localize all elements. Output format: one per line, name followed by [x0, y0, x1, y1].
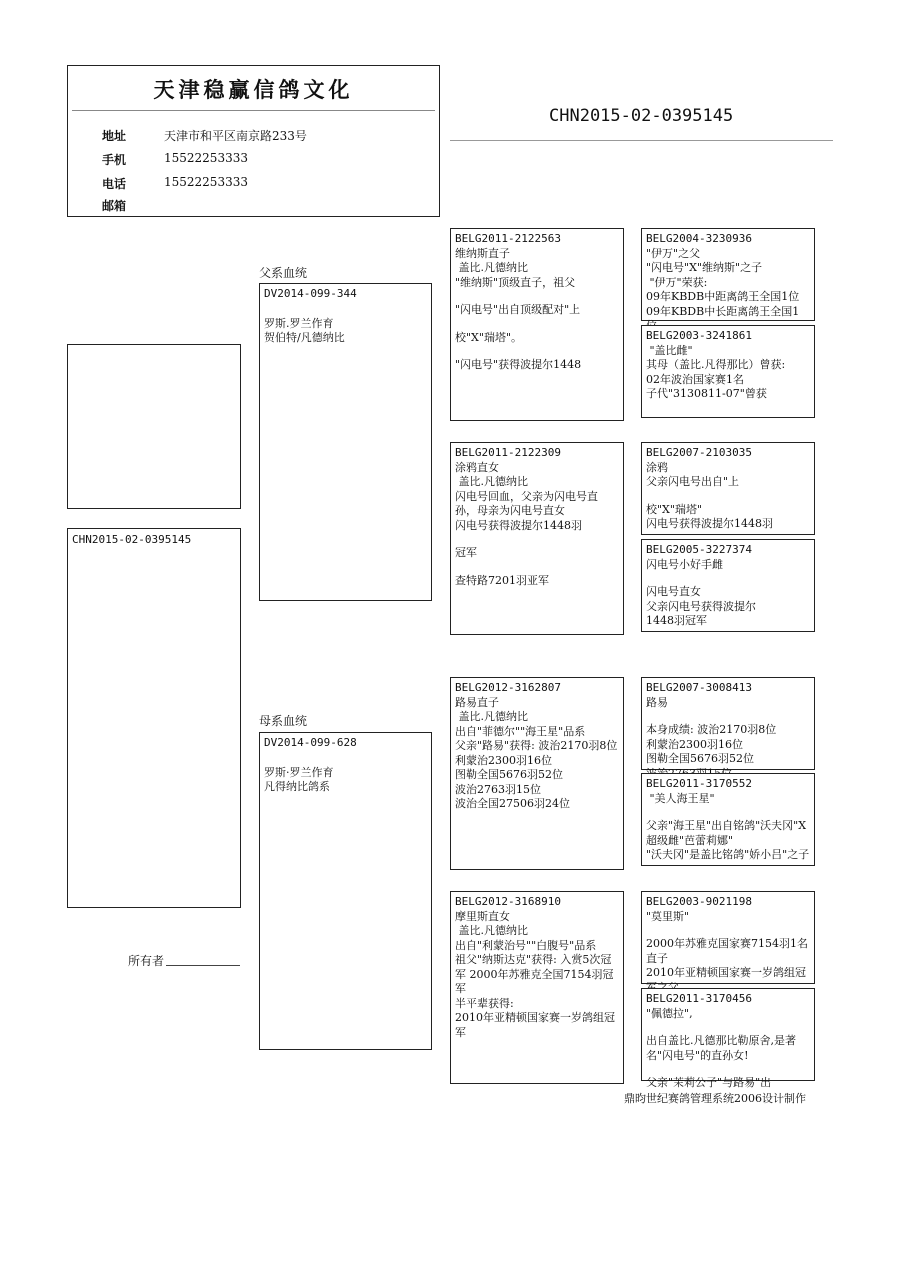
mobile-value: 15522253333	[164, 151, 248, 165]
pedigree-line: 查特路7201羽亚军	[455, 573, 549, 587]
pedigree-line: 祖父"纳斯达克"获得: 入赏5次冠军 2000年苏雅克全国7154羽冠军	[455, 953, 614, 996]
great-grandparent-box-4	[641, 539, 815, 632]
pedigree-line: "伊万"之父	[646, 246, 701, 260]
dam-label: 母系血统	[259, 714, 308, 728]
sire-line: 罗斯.罗兰作育	[264, 316, 334, 330]
pedigree-line: 冠军	[455, 546, 477, 560]
grandparent-box-4	[450, 891, 624, 1084]
pedigree-line: 出自"利蒙治号""白腹号"品系	[455, 938, 597, 952]
pedigree-line: 闪电号回血，父亲为闪电号直孙，母亲为闪电号直女	[455, 489, 598, 518]
phone-value: 15522253333	[164, 175, 248, 189]
mobile-label: 手机	[102, 153, 127, 167]
pedigree-line: "闪电号"出自顶级配对"上	[455, 303, 581, 317]
pedigree-line: 利蒙治2300羽16位	[646, 737, 743, 751]
ring-number: BELG2003-3241861	[646, 329, 752, 342]
great-grandparent-box-8	[641, 988, 815, 1090]
pedigree-line: 2000年苏雅克国家赛7154羽1名直子	[646, 937, 808, 965]
pedigree-line: 09年KBDB中距离鸽王全国1位	[646, 290, 800, 304]
pedigree-line: 闪电号小好手雌	[646, 557, 723, 571]
pedigree-line: "闪电号"X"维纳斯"之子	[646, 261, 763, 275]
pedigree-line: 盖比.凡德纳比	[455, 475, 528, 489]
pedigree-line	[455, 318, 619, 331]
pedigree-line: "沃夫冈"是盖比铭鸽"娇小吕"之子	[646, 848, 810, 862]
pedigree-line: 闪电号获得波提尔1448羽	[455, 518, 582, 532]
pedigree-line: 闪电号直女	[646, 585, 701, 599]
pedigree-line: 盖比.凡德纳比	[455, 924, 528, 938]
pedigree-line	[455, 290, 619, 303]
subject-box	[67, 528, 241, 908]
pedigree-line: "伊万"荣获:	[646, 275, 708, 289]
pedigree-line: 出自盖比.凡德那比勒原舍,是著名"闪电号"的直孙女!	[646, 1034, 796, 1062]
pedigree-line: 盖比.凡德纳比	[455, 261, 528, 275]
ring-number: BELG2011-3170552	[646, 777, 752, 790]
sire-line: 贺伯特/凡德纳比	[264, 331, 345, 345]
pedigree-line: 路易直子	[455, 695, 499, 709]
info-row-address	[102, 127, 422, 143]
ring-number: BELG2012-3168910	[455, 895, 561, 908]
subject-ring: CHN2015-02-0395145	[72, 533, 192, 546]
great-grandparent-box-5	[641, 677, 815, 770]
pedigree-line: "维纳斯"顶级直子，祖父	[455, 275, 576, 289]
info-row-email	[102, 197, 422, 213]
pedigree-line: 其母（盖比.凡得那比）曾获:	[646, 358, 786, 372]
pedigree-line	[646, 490, 810, 503]
great-grandparent-box-1	[641, 228, 815, 321]
pedigree-line: 09年KBDB中长距离鸽王全国1	[646, 304, 800, 318]
ring-number: BELG2007-2103035	[646, 446, 752, 459]
dam-line	[264, 751, 427, 766]
company-title: 天津稳赢信鸽文化	[153, 77, 354, 102]
pedigree-line: 父亲"海王星"出自铭鸽"沃夫冈"X超级雌"芭蕾莉娜"	[646, 819, 807, 847]
sire-ring: DV2014-099-344	[264, 287, 357, 300]
pedigree-line	[646, 572, 810, 585]
pedigree-line: 本身成绩: 波治2170羽8位	[646, 723, 777, 737]
photo-box	[67, 344, 241, 509]
pedigree-line: "闪电号"获得波提尔1448	[455, 358, 582, 372]
phone-label: 电话	[102, 177, 127, 191]
great-grandparent-box-3	[641, 442, 815, 535]
info-row-phone	[102, 175, 422, 191]
pedigree-line: "佩德拉",	[646, 1006, 693, 1020]
great-grandparent-box-7	[641, 891, 815, 984]
footer-credit: 鼎昀世纪赛鸽管理系统2006设计制作	[624, 1092, 806, 1105]
dam-box	[259, 732, 432, 1050]
owner-line	[166, 965, 240, 966]
pedigree-line	[646, 1021, 810, 1034]
owner-label: 所有者	[128, 954, 165, 968]
pedigree-line: 父亲"茉莉公子"与路易"出	[646, 1076, 772, 1090]
dam-ring: DV2014-099-628	[264, 736, 357, 749]
pedigree-line: 维纳斯直子	[455, 246, 510, 260]
pedigree-line: 盖比.凡德纳比	[455, 710, 528, 724]
pedigree-line	[455, 561, 619, 574]
pedigree-line	[646, 710, 810, 723]
pedigree-line: 闪电号获得波提尔1448羽	[646, 517, 773, 531]
pedigree-line: 利蒙治2300羽16位	[455, 753, 552, 767]
pedigree-line: 02年波治国家赛1名	[646, 372, 744, 386]
ring-number: BELG2007-3008413	[646, 681, 752, 694]
ring-number: BELG2003-9021198	[646, 895, 752, 908]
pedigree-line: 父亲"路易"获得: 波治2170羽8位	[455, 739, 618, 753]
grandparent-box-3	[450, 677, 624, 870]
pedigree-line: 半平辈获得:	[455, 996, 514, 1010]
pedigree-line: 图勒全国5676羽52位	[646, 752, 754, 766]
sire-label: 父系血统	[259, 266, 308, 280]
pedigree-line: 2010年亚精顿国家赛一岁鸽组冠军	[455, 1011, 615, 1039]
pedigree-line: 校"X"瑞塔"	[646, 502, 703, 516]
ring-number: BELG2011-3170456	[646, 992, 752, 1005]
ring-number: BELG2004-3230936	[646, 232, 752, 245]
email-label: 邮箱	[102, 199, 127, 213]
main-ring-underline	[450, 140, 833, 141]
address-value: 天津市和平区南京路233号	[164, 129, 307, 143]
ring-number: BELG2005-3227374	[646, 543, 752, 556]
pedigree-line: 涂鸦	[646, 460, 668, 474]
pedigree-line: 摩里斯直女	[455, 909, 510, 923]
grandparent-box-2	[450, 442, 624, 635]
sire-box	[259, 283, 432, 601]
pedigree-line	[646, 1063, 810, 1076]
pedigree-line	[646, 924, 810, 937]
pedigree-line: 路易	[646, 695, 668, 709]
info-row-mobile	[102, 151, 422, 167]
pedigree-line	[455, 345, 619, 358]
grandparent-box-1	[450, 228, 624, 421]
pedigree-line: "莫里斯"	[646, 909, 690, 923]
pedigree-line: "盖比雌"	[646, 343, 693, 357]
ring-number: BELG2011-2122563	[455, 232, 561, 245]
sire-line	[264, 302, 427, 317]
pedigree-line: 波治2763羽15位	[455, 782, 541, 796]
pedigree-line	[455, 533, 619, 546]
pedigree-line: 波治全国27506羽24位	[455, 797, 570, 811]
ring-number: BELG2012-3162807	[455, 681, 561, 694]
header-divider	[72, 110, 435, 111]
great-grandparent-box-6	[641, 773, 815, 866]
address-label: 地址	[102, 129, 127, 143]
pedigree-line: 出自"菲德尔""海王星"品系	[455, 724, 586, 738]
pedigree-line: 图勒全国5676羽52位	[455, 768, 563, 782]
pedigree-line: 父亲闪电号出自"上	[646, 475, 740, 489]
pedigree-line: 父亲闪电号获得波提尔	[646, 599, 756, 613]
pedigree-line: "美人海王星"	[646, 791, 715, 805]
pedigree-line: 涂鸦直女	[455, 460, 499, 474]
pedigree-line	[646, 806, 810, 819]
dam-line: 罗斯·罗兰作育	[264, 765, 334, 779]
pedigree-line: 子代"3130811-07"曾获	[646, 387, 767, 401]
main-ring-number: CHN2015-02-0395145	[549, 106, 734, 126]
ring-number: BELG2011-2122309	[455, 446, 561, 459]
pedigree-line: 2010年亚精顿国家赛一岁鸽组冠	[646, 966, 806, 980]
dam-line: 凡得纳比鸽系	[264, 780, 330, 794]
pedigree-line: 1448羽冠军	[646, 614, 707, 628]
great-grandparent-box-2	[641, 325, 815, 418]
pedigree-line: 校"X"瑞塔"。	[455, 330, 523, 344]
header-box	[67, 65, 440, 217]
